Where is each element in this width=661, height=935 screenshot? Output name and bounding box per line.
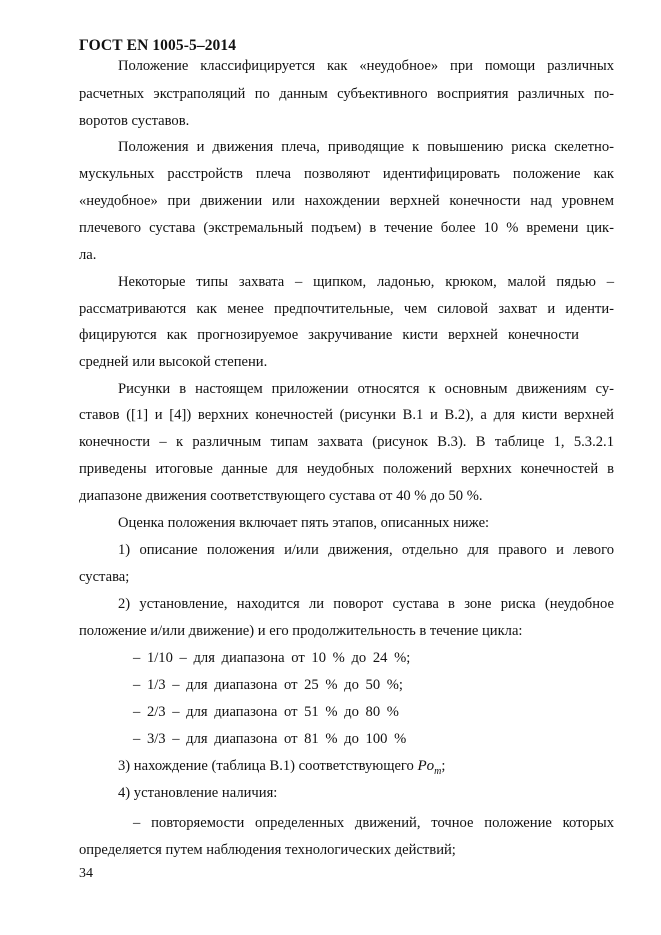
text-line: Рисунки в настоящем приложении относятся к основным движениям су-	[118, 381, 614, 397]
text-line: рассматриваются как менее предпочтительные, чем силовой захват и иденти-	[79, 301, 614, 317]
po-symbol	[417, 758, 442, 777]
text-span: ;	[441, 758, 446, 774]
text-line: сустава;	[79, 569, 130, 585]
text-line: положение и/или движение) и его продолжительность в течение цикла:	[79, 623, 523, 639]
text-line: воротов суставов.	[79, 113, 190, 129]
text-line: Положение классифицируется как «неудобное» при помощи различных	[118, 58, 614, 74]
po-symbol-subscript: m	[434, 766, 442, 777]
text-line: Некоторые типы захвата – щипком, ладонью, крюком, малой пядью –	[118, 274, 614, 290]
text-line: ла.	[79, 247, 97, 263]
text-line: плечевого сустава (экстремальный подъем) в течение более 10 % времени цик-	[79, 220, 614, 236]
text-line: диапазоне движения соответствующего сустава от 40 % до 50 %.	[79, 488, 483, 504]
text-line: мускульных расстройств плеча позволяют идентифицировать положение как	[79, 166, 614, 182]
text-line: приведены итоговые данные для неудобных положений верхних конечностей в	[79, 461, 614, 477]
dash-list-item: – 3/3 – для диапазона от 81 % до 100 %	[133, 731, 407, 747]
text-line: фицируются как прогнозируемое закручивание кисти верхней конечности	[79, 327, 579, 343]
text-line: расчетных экстраполяций по данным субъективного восприятия различных по-	[79, 86, 614, 102]
text-line: Оценка положения включает пять этапов, описанных ниже:	[118, 515, 490, 531]
dash-list-item: – 1/10 – для диапазона от 10 % до 24 %;	[133, 650, 411, 666]
list-item: 4) установление наличия:	[118, 785, 278, 801]
document-header: ГОСТ EN 1005-5–2014	[79, 37, 237, 54]
text-line: Положения и движения плеча, приводящие к повышению риска скелетно-	[118, 139, 614, 155]
list-item	[118, 759, 445, 777]
dash-list-item: – 2/3 – для диапазона от 51 % до 80 %	[133, 704, 399, 720]
text-line: ставов ([1] и [4]) верхних конечностей (рисунки В.1 и В.2), а для кисти верхней	[79, 407, 614, 423]
dash-list-item: – повторяемости определенных движений, точное положение которых	[133, 815, 614, 831]
list-item: 2) установление, находится ли поворот сустава в зоне риска (неудобное	[118, 596, 614, 612]
text-span: 3) нахождение (таблица В.1) соответствующего	[118, 758, 418, 774]
text-line: конечности – к различным типам захвата (рисунок В.3). В таблице 1, 5.3.2.1	[79, 434, 614, 450]
dash-list-item: – 1/3 – для диапазона от 25 % до 50 %;	[133, 677, 403, 693]
po-symbol-base: Po	[417, 758, 435, 774]
page-number: 34	[79, 866, 93, 881]
text-line: «неудобное» при движении или нахождении верхней конечности над уровнем	[79, 193, 614, 209]
list-item: 1) описание положения и/или движения, отдельно для правого и левого	[118, 542, 614, 558]
text-line: средней или высокой степени.	[79, 354, 268, 370]
text-line: определяется путем наблюдения технологических действий;	[79, 842, 456, 858]
